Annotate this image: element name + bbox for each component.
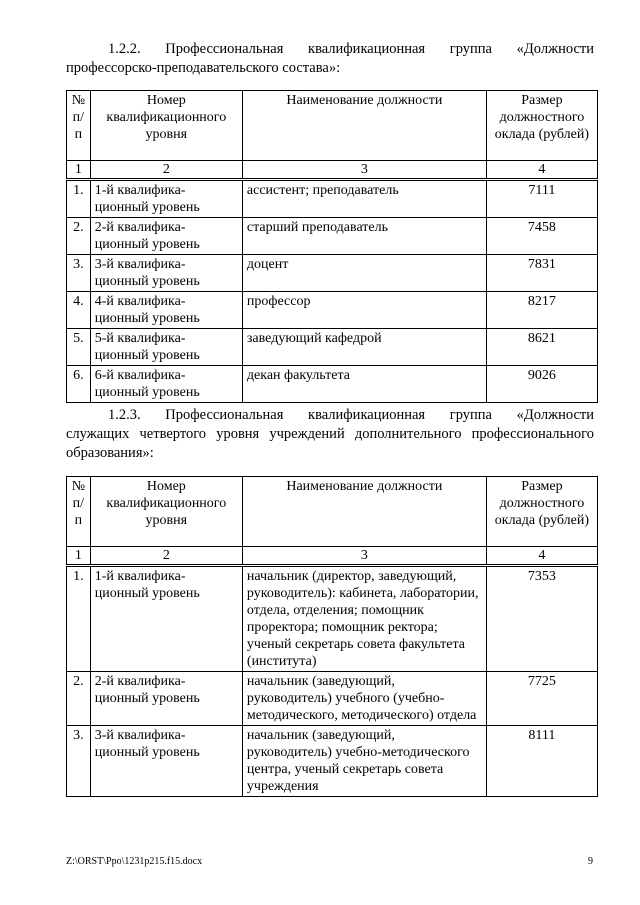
heading-word: «Должности bbox=[516, 41, 594, 57]
table-row bbox=[67, 218, 598, 255]
colnum: 1 bbox=[67, 161, 91, 180]
page-number: 9 bbox=[588, 856, 593, 867]
header-level: Номер квалификационного уровня bbox=[90, 477, 242, 547]
heading-line: служащих четвертого уровня учреждений дополнительного профессионального bbox=[66, 426, 594, 442]
row-level: 3-й квалифика-ционный уровень bbox=[90, 726, 242, 797]
row-level: 2-й квалифика-ционный уровень bbox=[90, 218, 242, 255]
table-row bbox=[67, 292, 598, 329]
heading-word: 1.2.2. bbox=[108, 41, 141, 57]
section-1-heading bbox=[66, 40, 594, 78]
row-num: 4. bbox=[67, 292, 91, 329]
header-num: № п/п bbox=[67, 91, 91, 161]
salary-table-2 bbox=[66, 476, 598, 797]
header-salary: Размер должностного оклада (рублей) bbox=[486, 477, 597, 547]
row-level: 1-й квалифика-ционный уровень bbox=[90, 566, 242, 672]
row-position: профессор bbox=[242, 292, 486, 329]
row-num: 6. bbox=[67, 366, 91, 403]
heading-line: профессорско-преподавательского состава»: bbox=[66, 60, 341, 76]
row-level: 4-й квалифика-ционный уровень bbox=[90, 292, 242, 329]
heading-line: образования»: bbox=[66, 445, 154, 461]
column-number-row bbox=[67, 547, 598, 566]
table-row bbox=[67, 366, 598, 403]
row-position: заведующий кафедрой bbox=[242, 329, 486, 366]
row-salary: 9026 bbox=[486, 366, 597, 403]
colnum: 3 bbox=[242, 547, 486, 566]
row-level: 3-й квалифика-ционный уровень bbox=[90, 255, 242, 292]
heading-word: квалификационная bbox=[308, 41, 426, 57]
row-num: 3. bbox=[67, 255, 91, 292]
row-level: 2-й квалифика-ционный уровень bbox=[90, 672, 242, 726]
row-salary: 7111 bbox=[486, 180, 597, 218]
heading-word: «Должности bbox=[516, 407, 594, 423]
row-salary: 8111 bbox=[486, 726, 597, 797]
header-salary: Размер должностного оклада (рублей) bbox=[486, 91, 597, 161]
heading-word: Профессиональная bbox=[165, 407, 284, 423]
colnum: 4 bbox=[486, 547, 597, 566]
row-num: 2. bbox=[67, 672, 91, 726]
row-position: начальник (директор, заведующий, руководитель): кабинета, лаборатории, отдела, отделения; помощник проректора; помощник ректора; ученый секретарь совета факультета (института) bbox=[242, 566, 486, 672]
row-salary: 7353 bbox=[486, 566, 597, 672]
table-row bbox=[67, 329, 598, 366]
header-level: Номер квалификационного уровня bbox=[90, 91, 242, 161]
column-number-row bbox=[67, 161, 598, 180]
heading-word: группа bbox=[449, 41, 492, 57]
heading-word: группа bbox=[449, 407, 492, 423]
colnum: 2 bbox=[90, 547, 242, 566]
colnum: 1 bbox=[67, 547, 91, 566]
row-salary: 7458 bbox=[486, 218, 597, 255]
row-salary: 8217 bbox=[486, 292, 597, 329]
table-row bbox=[67, 672, 598, 726]
salary-table-1 bbox=[66, 90, 598, 403]
row-position: начальник (заведующий, руководитель) учебно-методического центра, ученый секретарь совета учреждения bbox=[242, 726, 486, 797]
row-num: 1. bbox=[67, 566, 91, 672]
row-num: 5. bbox=[67, 329, 91, 366]
section-2-heading bbox=[66, 406, 594, 463]
table-row bbox=[67, 566, 598, 672]
heading-word: 1.2.3. bbox=[108, 407, 141, 423]
colnum: 2 bbox=[90, 161, 242, 180]
heading-word: квалификационная bbox=[308, 407, 426, 423]
row-num: 3. bbox=[67, 726, 91, 797]
row-position: декан факультета bbox=[242, 366, 486, 403]
row-position: доцент bbox=[242, 255, 486, 292]
row-salary: 7831 bbox=[486, 255, 597, 292]
row-position: старший преподаватель bbox=[242, 218, 486, 255]
header-position: Наименование должности bbox=[242, 91, 486, 161]
row-num: 1. bbox=[67, 180, 91, 218]
row-num: 2. bbox=[67, 218, 91, 255]
table-row bbox=[67, 180, 598, 218]
row-salary: 8621 bbox=[486, 329, 597, 366]
table-row bbox=[67, 255, 598, 292]
table-row bbox=[67, 726, 598, 797]
row-level: 6-й квалифика-ционный уровень bbox=[90, 366, 242, 403]
row-position: ассистент; преподаватель bbox=[242, 180, 486, 218]
colnum: 4 bbox=[486, 161, 597, 180]
header-position: Наименование должности bbox=[242, 477, 486, 547]
table-header-row bbox=[67, 477, 598, 547]
colnum: 3 bbox=[242, 161, 486, 180]
row-level: 1-й квалифика-ционный уровень bbox=[90, 180, 242, 218]
heading-word: Профессиональная bbox=[165, 41, 284, 57]
row-position: начальник (заведующий, руководитель) учебного (учебно-методического, методического) отдела bbox=[242, 672, 486, 726]
row-level: 5-й квалифика-ционный уровень bbox=[90, 329, 242, 366]
table-header-row bbox=[67, 91, 598, 161]
row-salary: 7725 bbox=[486, 672, 597, 726]
header-num: № п/п bbox=[67, 477, 91, 547]
footer-file-path: Z:\ORST\Ppo\1231p215.f15.docx bbox=[66, 856, 203, 867]
